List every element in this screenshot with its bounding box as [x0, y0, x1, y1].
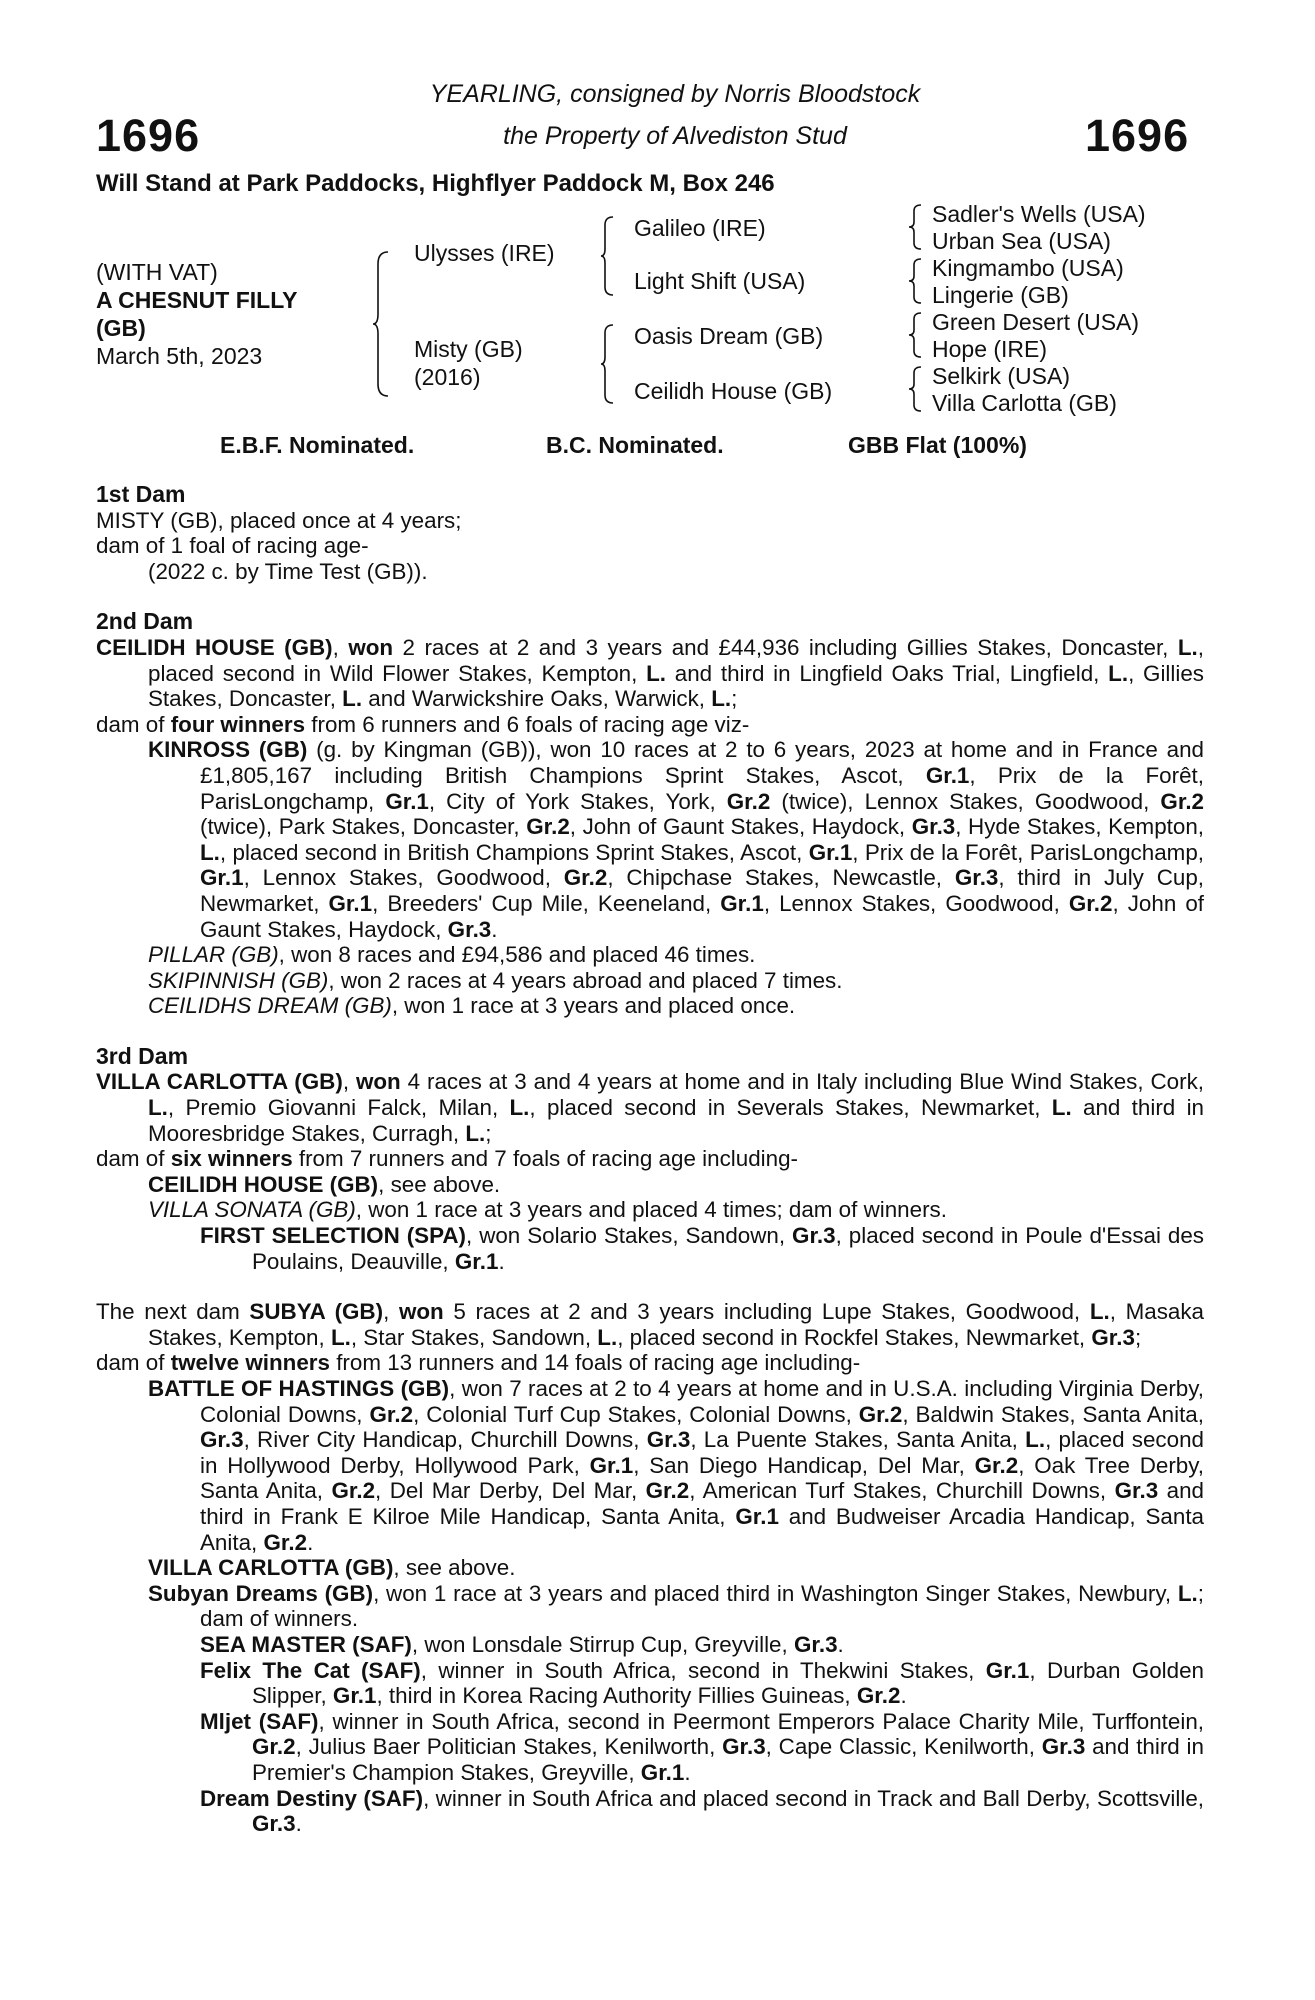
produce-skipinnish: SKIPINNISH (GB), won 2 races at 4 years abroad and placed 7 times. [148, 967, 843, 993]
produce-battle-of-hastings: BATTLE OF HASTINGS (GB), won 7 races at 2 to 4 years at home and in U.S.A. including Virginia Derby, Colonial Downs, Gr.2, Colonial Turf Cup Stakes, Colonial Downs, Gr.2, Baldwin Stakes, Santa Anita, Gr.3, River City Handicap, Churchill Downs, Gr.3, La Puente Stakes, Santa Anita, L., placed second in Hollywood Derby, Hollywood Park, Gr.1, San Diego Handicap, Del Mar, Gr.2, Oak Tree Derby, Santa Anita, Gr.2, Del Mar Derby, Del Mar, Gr.2, American Turf Stakes, Churchill Downs, Gr.3 and third in Frank E Kilroe Mile Handicap, Santa Anita, Gr.1 and Budweiser Arcadia Handicap, Santa Anita, Gr.2. [148, 1376, 1204, 1555]
sire-dam: Light Shift (USA) [634, 268, 806, 294]
ggp-2: Urban Sea (USA) [932, 228, 1111, 254]
vat-note: (WITH VAT) [96, 259, 218, 285]
produce-first-selection: FIRST SELECTION (SPA), won Solario Stakes, Sandown, Gr.3, placed second in Poule d'Essai des Poulains, Deauville, Gr.1. [200, 1223, 1204, 1274]
subject-block [96, 258, 297, 370]
pedigree-brace-ggp-3 [908, 311, 924, 359]
produce-ceilidhs-dream: CEILIDHS DREAM (GB), won 1 race at 3 years and placed once. [148, 993, 796, 1019]
foaling-date: March 5th, 2023 [96, 343, 263, 369]
horse-name: A CHESNUT FILLY [96, 287, 298, 313]
catalogue-body [96, 482, 1204, 1837]
produce-mljet: Mljet (SAF), winner in South Africa, second in Peermont Emperors Palace Charity Mile, Turffontein, Gr.2, Julius Baer Politician Stakes, Kenilworth, Gr.3, Cape Classic, Kenilworth, Gr.3 and third in Premier's Champion Stakes, Greyville, Gr.1. [200, 1708, 1205, 1785]
produce-kinross: KINROSS (GB) (g. by Kingman (GB)), won 10 races at 2 to 6 years, 2023 at home and in France and £1,805,167 including British Champions Sprint Stakes, Ascot, Gr.1, Prix de la Forêt, ParisLongchamp, Gr.1, City of York Stakes, York, Gr.2 (twice), Lennox Stakes, Goodwood, Gr.2 (twice), Park Stakes, Doncaster, Gr.2, John of Gaunt Stakes, Haydock, Gr.3, Hyde Stakes, Kempton, L., placed second in British Champions Sprint Stakes, Ascot, Gr.1, Prix de la Forêt, ParisLongchamp, Gr.1, Lennox Stakes, Goodwood, Gr.2, Chipchase Stakes, Newcastle, Gr.3, third in July Cup, Newmarket, Gr.1, Breeders' Cup Mile, Keeneland, Gr.1, Lennox Stakes, Goodwood, Gr.2, John of Gaunt Stakes, Haydock, Gr.3. [148, 737, 1204, 942]
pedigree-brace-ggp-1 [908, 203, 924, 251]
third-dam-heading: 3rd Dam [96, 1042, 189, 1069]
produce-villa-sonata: VILLA SONATA (GB), won 1 race at 3 years and placed 4 times; dam of winners. [148, 1197, 947, 1223]
dam: Misty (GB) [414, 336, 523, 362]
sire-sire: Galileo (IRE) [634, 215, 766, 241]
second-dam-name: CEILIDH HOUSE (GB) [96, 634, 333, 660]
produce-villa-carlotta: VILLA CARLOTTA (GB), see above. [148, 1555, 516, 1581]
stand-location: Will Stand at Park Paddocks, Highflyer Paddock M, Box 246 [96, 170, 775, 197]
produce-dream-destiny: Dream Destiny (SAF), winner in South Africa and placed second in Track and Ball Derby, Scottsville, Gr.3. [200, 1785, 1204, 1837]
ggp-6: Hope (IRE) [932, 336, 1048, 362]
ggp-3: Kingmambo (USA) [932, 255, 1124, 281]
produce-pillar: PILLAR (GB), won 8 races and £94,586 and placed 46 times. [148, 942, 756, 968]
lot-number-left: 1696 [96, 110, 201, 161]
first-dam-foal: (2022 c. by Time Test (GB)). [148, 558, 428, 584]
gbb-flat: GBB Flat (100%) [848, 432, 1027, 458]
ggp-5: Green Desert (USA) [932, 309, 1140, 335]
horse-country: (GB) [96, 315, 146, 341]
first-dam-line1: MISTY (GB), placed once at 4 years; [96, 507, 462, 533]
dam-year: (2016) [414, 364, 481, 390]
ebf-nomination: E.B.F. Nominated. [220, 432, 415, 458]
first-dam-heading: 1st Dam [96, 481, 186, 507]
lot-number-right: 1696 [1085, 110, 1190, 161]
third-dam-record: VILLA CARLOTTA (GB), won 4 races at 3 and 4 years at home and in Italy including Blue Wind Stakes, Cork, L., Premio Giovanni Falck, Milan, L., placed second in Severals Stakes, Newmarket, L. and third in Mooresbridge Stakes, Curragh, L.; [96, 1069, 1205, 1146]
produce-felix-the-cat: Felix The Cat (SAF), winner in South Africa, second in Thekwini Stakes, Gr.1, Durban Golden Slipper, Gr.1, third in Korea Racing Authority Fillies Guineas, Gr.2. [200, 1657, 1204, 1709]
dam-dam: Ceilidh House (GB) [634, 378, 833, 404]
ggp-7: Selkirk (USA) [932, 363, 1071, 389]
third-dam-produce: dam of six winners from 7 runners and 7 foals of racing age including- [96, 1146, 798, 1172]
pedigree-brace-ggp-4 [908, 365, 924, 413]
ggp-1: Sadler's Wells (USA) [932, 201, 1146, 227]
dam-sire: Oasis Dream (GB) [634, 323, 824, 349]
ggp-8: Villa Carlotta (GB) [932, 390, 1117, 416]
pedigree-brace-dam [600, 323, 616, 405]
sire: Ulysses (IRE) [414, 240, 555, 266]
second-dam-text: 2 races at 2 and 3 years and £44,936 including Gillies Stakes, Doncaster, L., placed second in Wild Flower Stakes, Kempton, L. and third in Lingfield Oaks Trial, Lingfield, L., Gillies Stakes, Doncaster, L. and Warwickshire Oaks, Warwick, L.; [148, 634, 1204, 712]
second-dam-heading: 2nd Dam [96, 608, 194, 635]
property-line: the Property of Alvediston Stud [503, 122, 847, 150]
first-dam-line2: dam of 1 foal of racing age- [96, 533, 369, 559]
pedigree-brace-main [372, 250, 392, 398]
next-dam-produce: dam of twelve winners from 13 runners and 14 foals of racing age including- [96, 1350, 861, 1376]
ggp-4: Lingerie (GB) [932, 282, 1069, 308]
second-dam-produce: dam of four winners from 6 runners and 6 foals of racing age viz- [96, 711, 750, 737]
produce-sea-master: SEA MASTER (SAF), won Lonsdale Stirrup Cup, Greyville, Gr.3. [200, 1631, 844, 1657]
consignment-line: YEARLING, consigned by Norris Bloodstock [429, 80, 921, 108]
produce-subyan-dreams: Subyan Dreams (GB), won 1 race at 3 years and placed third in Washington Singer Stakes, Newbury, L.; dam of winners. [148, 1580, 1204, 1632]
next-dam-record: The next dam SUBYA (GB), won 5 races at 2 and 3 years including Lupe Stakes, Goodwood, L., Masaka Stakes, Kempton, L., Star Stakes, Sandown, L., placed second in Rockfel Stakes, Newmarket, Gr.3; [96, 1299, 1204, 1350]
pedigree-brace-sire [600, 215, 616, 297]
produce-ceilidh-house: CEILIDH HOUSE (GB), see above. [148, 1171, 501, 1197]
bc-nomination: B.C. Nominated. [546, 432, 724, 458]
pedigree-brace-ggp-2 [908, 257, 924, 305]
second-dam-record: CEILIDH HOUSE (GB), won 2 races at 2 and 3 years and £44,936 including Gillies Stakes, Doncaster, L., placed second in Wild Flower Stakes, Kempton, L. and third in Lingfield Oaks Trial, Lingfield, L., Gillies Stakes, Doncaster, L. and Warwickshire Oaks, Warwick, L.; [96, 634, 1204, 712]
